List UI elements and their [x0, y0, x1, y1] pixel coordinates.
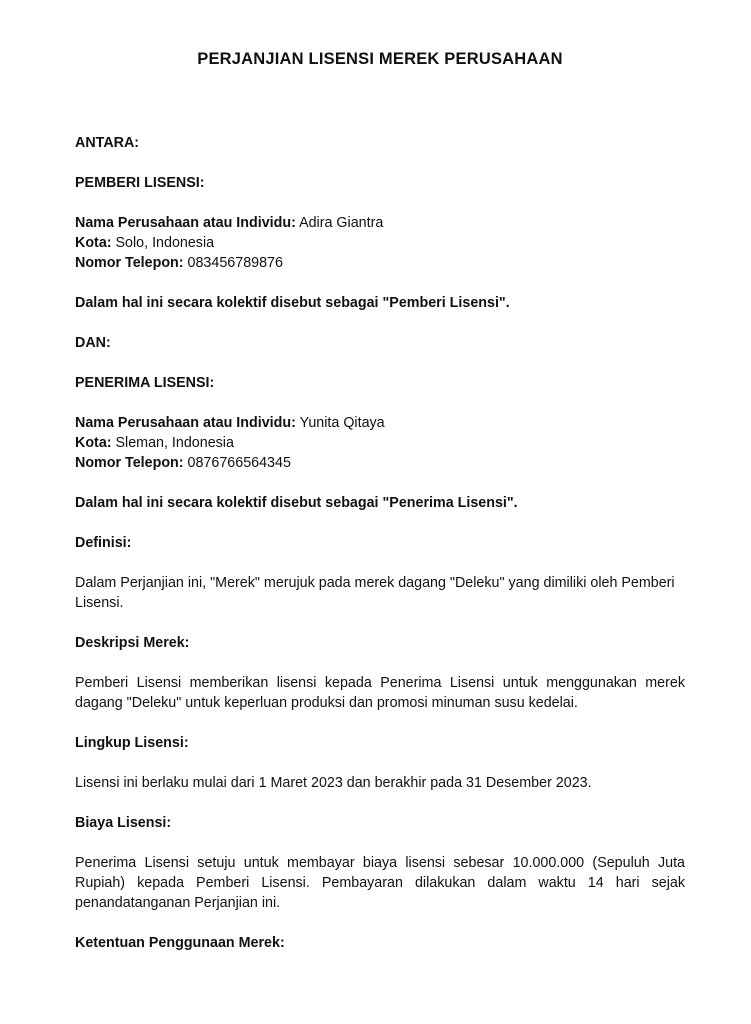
- licensee-name-value: Yunita Qitaya: [299, 415, 385, 431]
- licensor-info: [75, 213, 685, 273]
- antara-heading: ANTARA:: [75, 135, 140, 151]
- biaya-heading: Biaya Lisensi:: [75, 815, 172, 831]
- licensor-name-value: Adira Giantra: [299, 215, 384, 231]
- licensor-collective-statement: Dalam hal ini secara kolektif disebut sebagai "Pemberi Lisensi".: [75, 295, 510, 311]
- deskripsi-heading: Deskripsi Merek:: [75, 635, 190, 651]
- lingkup-body: Lisensi ini berlaku mulai dari 1 Maret 2023 dan berakhir pada 31 Desember 2023.: [75, 775, 592, 791]
- lingkup-heading: Lingkup Lisensi:: [75, 735, 189, 751]
- licensor-phone-label: Nomor Telepon:: [75, 255, 184, 271]
- definisi-body: Dalam Perjanjian ini, "Merek" merujuk pada merek dagang "Deleku" yang dimiliki oleh Pemberi Lisensi.: [75, 575, 675, 611]
- licensor-name-label: Nama Perusahaan atau Individu:: [75, 215, 296, 231]
- licensor-heading: PEMBERI LISENSI:: [75, 175, 205, 191]
- licensee-city-line: [75, 433, 685, 453]
- licensor-city-line: [75, 233, 685, 253]
- licensee-name-line: [75, 413, 685, 433]
- licensee-phone-line: [75, 453, 685, 473]
- ketentuan-heading: Ketentuan Penggunaan Merek:: [75, 935, 285, 951]
- biaya-body: Penerima Lisensi setuju untuk membayar biaya lisensi sebesar 10.000.000 (Sepuluh Juta Rupiah) kepada Pemberi Lisensi. Pembayaran dilakukan dalam waktu 14 hari sejak penandatanganan Perjanjian ini.: [75, 855, 685, 911]
- licensor-city-value: Solo, Indonesia: [115, 235, 215, 251]
- licensee-phone-value: 0876766564345: [187, 455, 291, 471]
- licensor-name-line: [75, 213, 685, 233]
- licensee-heading: PENERIMA LISENSI:: [75, 375, 215, 391]
- licensee-phone-label: Nomor Telepon:: [75, 455, 184, 471]
- licensee-collective-statement: Dalam hal ini secara kolektif disebut sebagai "Penerima Lisensi".: [75, 495, 518, 511]
- licensor-phone-line: [75, 253, 685, 273]
- licensee-city-value: Sleman, Indonesia: [115, 435, 234, 451]
- licensee-city-label: Kota:: [75, 435, 112, 451]
- licensor-phone-value: 083456789876: [187, 255, 283, 271]
- deskripsi-body: Pemberi Lisensi memberikan lisensi kepada Penerima Lisensi untuk menggunakan merek dagang "Deleku" untuk keperluan produksi dan promosi minuman susu kedelai.: [75, 675, 685, 711]
- definisi-heading: Definisi:: [75, 535, 132, 551]
- dan-heading: DAN:: [75, 335, 111, 351]
- licensor-city-label: Kota:: [75, 235, 112, 251]
- licensee-info: [75, 413, 685, 473]
- document-title: PERJANJIAN LISENSI MEREK PERUSAHAAN: [197, 50, 563, 68]
- licensee-name-label: Nama Perusahaan atau Individu:: [75, 415, 296, 431]
